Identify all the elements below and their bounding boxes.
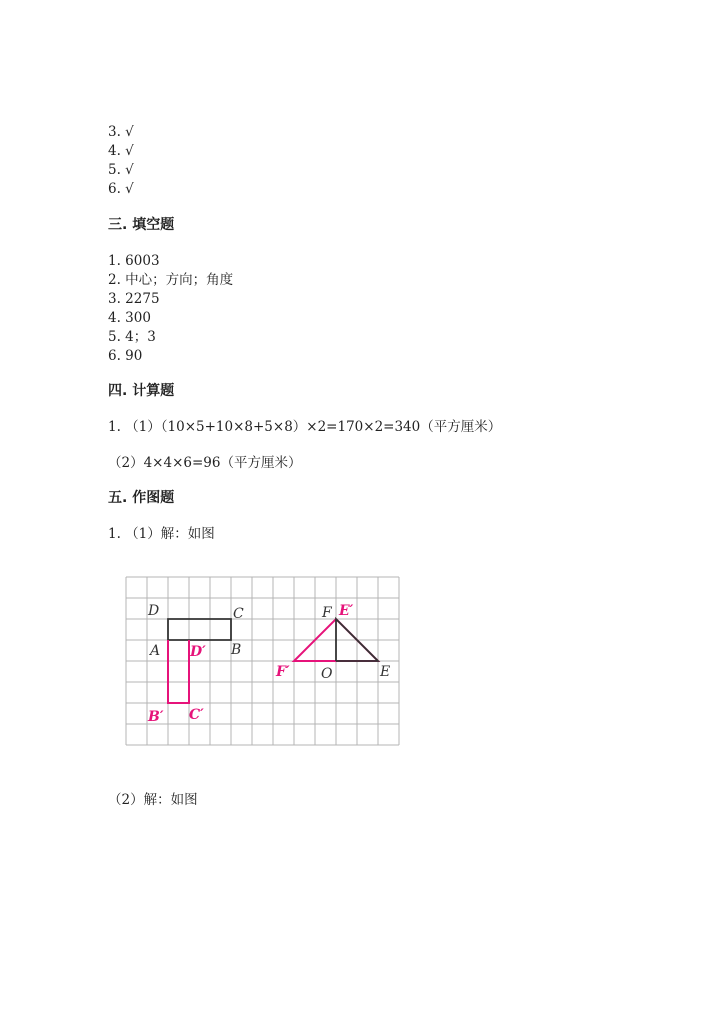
judge-answer-5: 5. √ xyxy=(108,162,134,178)
label-a: A xyxy=(150,643,161,659)
label-b-prime: B′ xyxy=(148,709,164,725)
grid-figure-svg xyxy=(124,576,400,748)
judge-answer-4: 4. √ xyxy=(108,143,134,159)
fill-answer-1: 1. 6003 xyxy=(108,253,160,269)
section-3-heading: 三. 填空题 xyxy=(108,217,175,233)
label-f-prime: F′ xyxy=(276,664,290,680)
grid-figure xyxy=(124,576,400,752)
judge-answer-3: 3. √ xyxy=(108,124,134,140)
rectangle-abcd xyxy=(168,619,231,640)
label-d: D xyxy=(148,603,160,619)
rectangle-ab-prime-c-prime-d-prime xyxy=(168,640,189,703)
fill-answer-5: 5. 4；3 xyxy=(108,329,156,345)
label-c-prime: C′ xyxy=(189,707,204,723)
section-4-heading: 四. 计算题 xyxy=(108,383,175,399)
calc-answer-2: （2）4×4×6=96（平方厘米） xyxy=(108,455,302,471)
label-e: E xyxy=(380,664,391,680)
label-c: C xyxy=(233,606,244,622)
label-b: B xyxy=(231,642,242,658)
drawing-answer-1: 1. （1）解：如图 xyxy=(108,526,215,542)
fill-answer-4: 4. 300 xyxy=(108,310,151,326)
label-o: O xyxy=(321,666,333,682)
label-d-prime: D′ xyxy=(190,644,206,660)
judge-answer-6: 6. √ xyxy=(108,181,134,197)
label-f: F xyxy=(322,605,332,621)
calc-answer-1: 1. （1）（10×5+10×8+5×8）×2=170×2=340（平方厘米） xyxy=(108,419,502,435)
label-e-prime: E′ xyxy=(339,603,354,619)
drawing-answer-2: （2）解：如图 xyxy=(108,792,198,808)
fill-answer-3: 3. 2275 xyxy=(108,291,160,307)
fill-answer-6: 6. 90 xyxy=(108,348,143,364)
fill-answer-2: 2. 中心；方向；角度 xyxy=(108,272,234,288)
section-5-heading: 五. 作图题 xyxy=(108,490,175,506)
